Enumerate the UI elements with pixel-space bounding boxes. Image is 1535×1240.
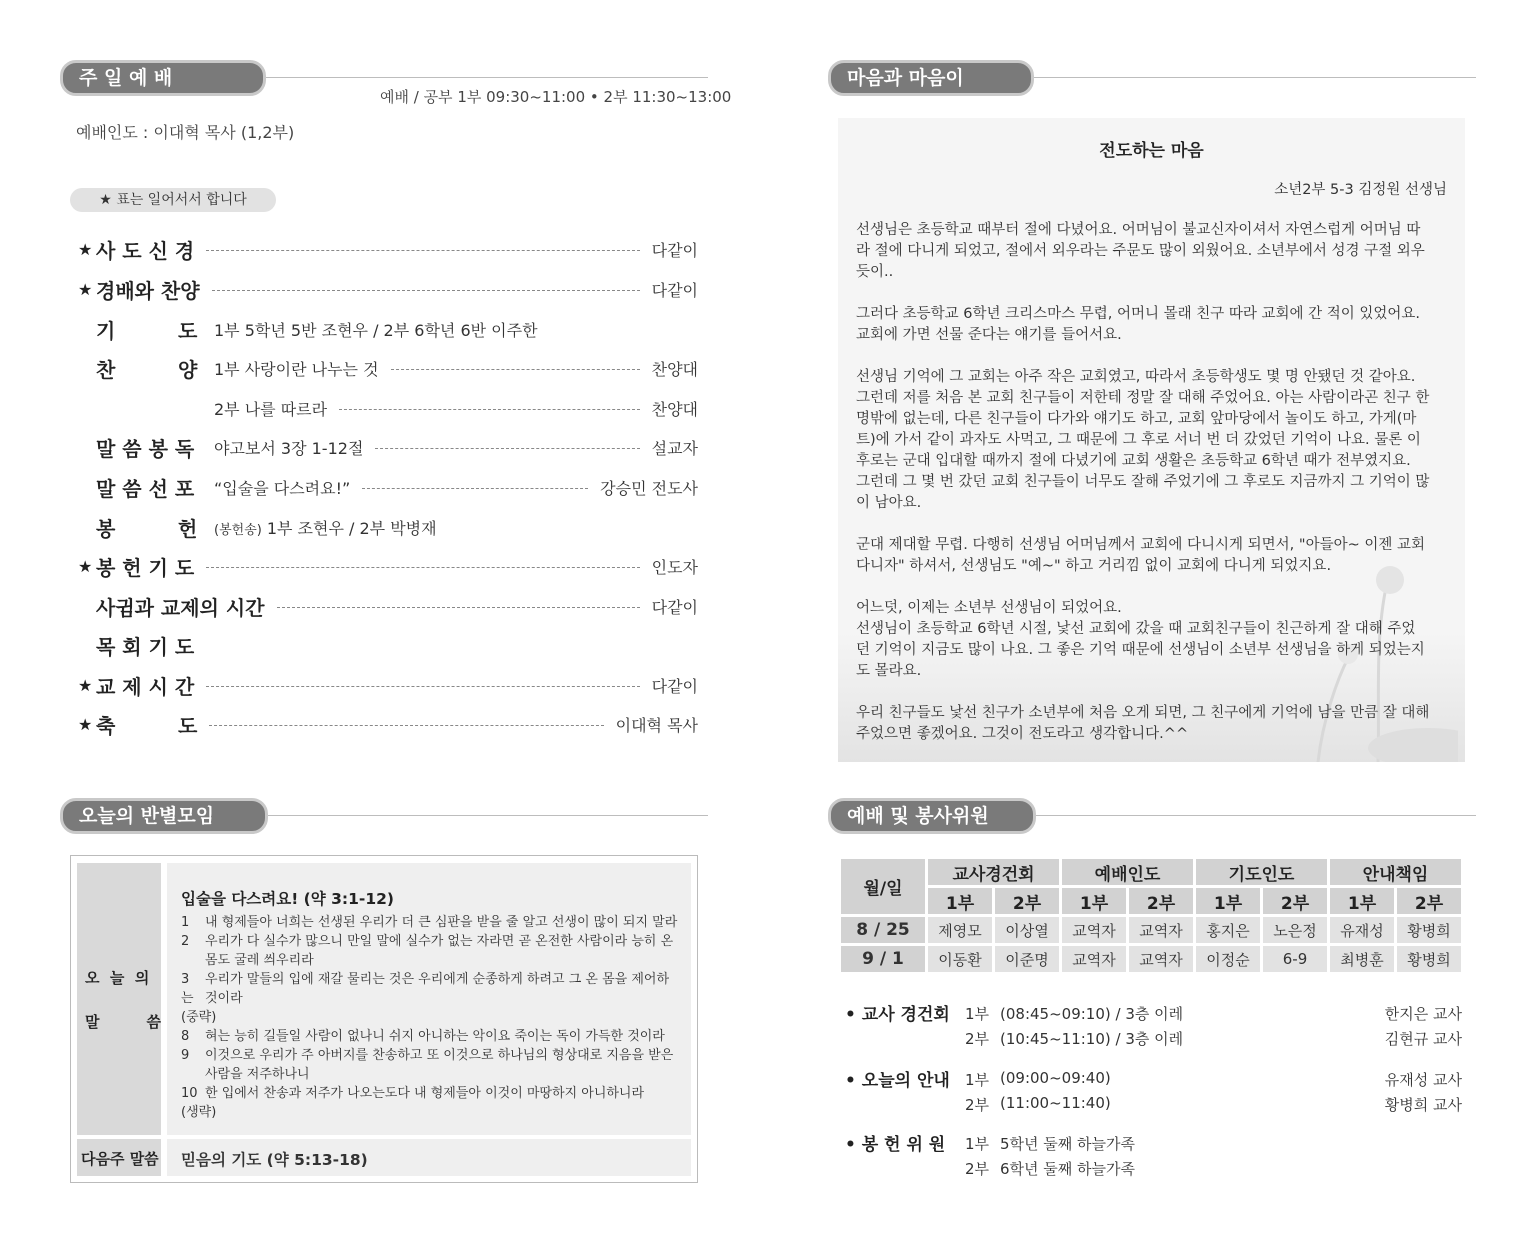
article-line: 선생님은 초등학교 때부터 절에 다녔어요. 어머님이 불교신자이셔서 자연스럽게 어머님 따: [856, 222, 1421, 238]
order-item-label: 사귐과 교제의 시간: [96, 595, 265, 620]
verse-line: [181, 913, 681, 932]
order-item-detail-text: 2부 나를 따르라: [214, 399, 328, 419]
group-header: 기도인도: [1196, 859, 1327, 885]
verse-line: [181, 1008, 681, 1027]
article-line: 주었으면 좋겠어요. 그것이 전도라고 생각합니다.^^: [856, 726, 1189, 742]
next-week-text: 믿음의 기도 (약 5:13-18): [181, 1151, 368, 1169]
order-item-label: 봉 헌: [96, 516, 198, 541]
verse-text: 것이라: [205, 991, 243, 1006]
order-item: [78, 314, 698, 344]
star-icon: ★: [78, 675, 93, 695]
info-text: 5학년 둘째 하늘가족: [1000, 1135, 1136, 1153]
leader-dots: [391, 369, 640, 370]
verse-text: 혀는 능히 길들일 사람이 없나니 쉬지 아니하는 악이요 죽이는 독이 가득한 것이라: [205, 1029, 665, 1044]
table-row: [841, 917, 1461, 943]
verse-text: 이것으로 우리가 주 아버지를 찬송하고 또 이것으로 하나님의 형상대로 지음을 받은: [205, 1048, 674, 1063]
worship-leader: 예배인도 : 이대혁 목사 (1,2부): [76, 123, 295, 142]
group-section-title: 오늘의 반별모임: [60, 798, 268, 834]
table-cell: 교역자: [1062, 917, 1126, 943]
order-item: [78, 512, 698, 542]
article-line: 그런데 저를 처음 본 교회 친구들이 저한테 정말 잘 대해 주었어요. 아는 사람이라곤 친구 한: [856, 390, 1430, 406]
verse-text: 우리가 다 실수가 많으니 만일 말에 실수가 없는 자라면 곧 온전한 사람이라 능히 온: [205, 934, 674, 949]
article-line: 선생님이 초등학교 6학년 시절, 낯선 교회에 갔을 때 교회친구들이 친근하게 잘 대해 주었: [856, 621, 1416, 637]
info-text: (11:00~11:40): [1000, 1094, 1111, 1112]
order-item: [78, 591, 698, 621]
table-cell: 제영모: [928, 917, 992, 943]
article-line: 우리 친구들도 낯선 친구가 소년부에 처음 오게 되면, 그 친구에게 기억에 남을 만큼 잘 대해: [856, 705, 1430, 721]
order-item-detail: [214, 357, 379, 380]
order-item: [78, 234, 698, 264]
info-part: 2부: [965, 1096, 990, 1114]
verse-number: 10: [181, 1086, 198, 1101]
row-date: 9 / 1: [841, 946, 925, 972]
verse-number: 1: [181, 915, 190, 930]
verse-text: 한 입에서 찬송과 저주가 나오는도다 내 형제들아 이것이 마땅하지 아니하니라: [205, 1086, 645, 1101]
part-header: 1부: [1330, 888, 1394, 914]
article-line: 그런데 그 몇 번 갔던 교회 친구들이 너무도 잘해 주었기에 그 후로도 지금까지 그 기억이 많: [856, 474, 1430, 490]
duty-section-title: 예배 및 봉사위원: [828, 798, 1036, 834]
verse-text: 내 형제들아 너희는 선생된 우리가 더 큰 심판을 받을 줄 알고 선생이 많이 되지 말라: [205, 915, 678, 930]
info-person: 유재성 교사: [1384, 1071, 1462, 1089]
order-item-label: 사 도 신 경: [96, 238, 195, 263]
part-header: 2부: [1129, 888, 1193, 914]
standing-note: ★ 표는 일어서서 합니다: [70, 188, 276, 212]
leader-dots: [212, 290, 640, 291]
leader-dots: [206, 250, 639, 251]
table-cell: 이준명: [995, 946, 1059, 972]
todays-word-box: [70, 855, 698, 1183]
verse-text: 우리가 말들의 입에 재갈 물리는 것은 우리에게 순종하게 하려고 그 온 몸을 제어하는: [181, 972, 670, 1006]
table-cell: 이동환: [928, 946, 992, 972]
order-item-detail-text: 1부 사랑이란 나누는 것: [214, 359, 379, 379]
info-person: 한지은 교사: [1384, 1005, 1462, 1023]
next-week-label-cell: [77, 1139, 161, 1176]
order-item-detail-text: 1부 5학년 5반 조현우 / 2부 6학년 6반 이주한: [214, 320, 538, 340]
table-cell: 황병희: [1397, 917, 1461, 943]
order-item: [78, 551, 698, 581]
next-week-label: 다음주 말씀: [81, 1150, 159, 1168]
order-item-performer: 인도자: [651, 557, 698, 577]
verse-line: [181, 1027, 681, 1046]
order-item: [78, 353, 698, 383]
article-line: 다니자" 하셔서, 선생님도 "예~" 하고 거리낌 없이 교회에 다니게 되었지요.: [856, 558, 1332, 574]
table-cell: 교역자: [1129, 917, 1193, 943]
table-cell: 노은정: [1263, 917, 1327, 943]
verse-number: 2: [181, 934, 190, 949]
order-item: [78, 274, 698, 304]
leader-dots: [209, 725, 603, 726]
worship-schedule: 예배 / 공부 1부 09:30~11:00 • 2부 11:30~13:00: [380, 88, 732, 106]
verse-line: [181, 989, 681, 1008]
leader-dots: [375, 448, 639, 449]
word-label-line2: 말 씀: [85, 1013, 161, 1031]
info-person: 황병희 교사: [1384, 1096, 1462, 1114]
order-item: [78, 630, 698, 660]
star-icon: ★: [78, 714, 93, 734]
table-cell: 이정순: [1196, 946, 1260, 972]
verse-number: 3: [181, 972, 190, 987]
article-line: 후로는 군대 입대할 때까지 절에 다녔기에 교회 생활은 초등학교 6학년 때가 전부였지요.: [856, 453, 1411, 469]
order-item-performer: 다같이: [651, 280, 698, 300]
verse-text: 몸도 굴레 씌우리라: [205, 953, 314, 968]
part-header: 1부: [1062, 888, 1126, 914]
duty-table: [838, 856, 1464, 975]
order-item-performer: 찬양대: [651, 359, 698, 379]
order-item-label: 말 씀 선 포: [96, 476, 195, 501]
star-icon: ★: [78, 279, 93, 299]
order-item-detail: [214, 476, 350, 499]
info-text: (10:45~11:10) / 3층 이레: [1000, 1030, 1184, 1048]
group-header: 교사경건회: [928, 859, 1059, 885]
article-line: 도 몰라요.: [856, 663, 922, 679]
order-item: [78, 432, 698, 462]
info-heading: • 오늘의 안내: [845, 1071, 950, 1091]
heart-section-title: 마음과 마음이: [828, 60, 1034, 96]
order-item-label: 교 제 시 간: [96, 674, 195, 699]
divider: [266, 77, 708, 78]
order-item-detail: [214, 318, 538, 341]
info-person: 김현규 교사: [1384, 1030, 1462, 1048]
order-item-detail-small: (봉헌송): [214, 522, 262, 538]
article-line: 군대 제대할 무렵. 다행히 선생님 어머님께서 교회에 다니시게 되면서, "아들아~ 이젠 교회: [856, 537, 1425, 553]
word-content-cell: [167, 863, 691, 1135]
info-part: 2부: [965, 1160, 990, 1178]
leader-dots: [206, 686, 639, 687]
article-line: 그러다 초등학교 6학년 크리스마스 무렵, 어머니 몰래 친구 따라 교회에 간 적이 있었어요.: [856, 306, 1420, 322]
leader-dots: [206, 567, 639, 568]
verse-line: [181, 1084, 681, 1103]
verse-line: [181, 932, 681, 951]
info-heading: • 봉 헌 위 원: [845, 1135, 946, 1155]
verse-text: (중략): [181, 1010, 217, 1025]
order-item: [78, 670, 698, 700]
article-line: 트)에 가서 같이 과자도 사먹고, 그 때문에 그 후로 서너 번 더 갔었던 기억이 나요. 물론 이: [856, 432, 1421, 448]
next-week-cell: [167, 1139, 691, 1176]
order-item-detail: [214, 397, 327, 420]
order-item-label: 축 도: [96, 713, 198, 738]
table-cell: 교역자: [1062, 946, 1126, 972]
article-line: 어느덧, 이제는 소년부 선생님이 되었어요.: [856, 600, 1122, 616]
verse-text: 사람을 저주하나니: [205, 1067, 310, 1082]
order-item: [78, 709, 698, 739]
info-part: 1부: [965, 1071, 990, 1089]
order-item: [78, 472, 698, 502]
order-item-detail-text: 1부 조현우 / 2부 박병재: [266, 518, 437, 538]
table-cell: 홍지은: [1196, 917, 1260, 943]
row-date: 8 / 25: [841, 917, 925, 943]
article-line: 듯이..: [856, 264, 894, 280]
part-header: 2부: [1263, 888, 1327, 914]
order-item-performer: 찬양대: [651, 399, 698, 419]
order-item-label: 경배와 찬양: [96, 278, 200, 303]
info-text: (08:45~09:10) / 3층 이레: [1000, 1005, 1184, 1023]
word-label-line1: 오 늘 의: [85, 969, 150, 987]
article-box: [838, 118, 1465, 762]
group-header: 예배인도: [1062, 859, 1193, 885]
order-item-detail: [214, 516, 437, 539]
order-item: [78, 393, 698, 423]
order-item-performer: 다같이: [651, 597, 698, 617]
order-item-performer: 다같이: [651, 676, 698, 696]
order-item-detail-text: 야고보서 3장 1-12절: [214, 438, 364, 458]
table-row: [841, 946, 1461, 972]
leader-dots: [339, 409, 640, 410]
leader-dots: [362, 488, 588, 489]
article-line: 명밖에 없는데, 다른 친구들이 다가와 얘기도 하고, 교회 앞마당에서 놀이도 하고, 가게(마: [856, 411, 1417, 427]
info-heading: • 교사 경건회: [845, 1005, 950, 1025]
verse-text: (생략): [181, 1105, 217, 1120]
order-item-detail-text: “입술을 다스려요!”: [214, 478, 351, 498]
parts-header-row: [841, 888, 1461, 914]
info-part: 2부: [965, 1030, 990, 1048]
date-header: 월/일: [841, 859, 925, 914]
order-item-detail: [214, 436, 363, 459]
star-icon: ★: [78, 556, 93, 576]
order-item-label: 목 회 기 도: [96, 634, 195, 659]
order-item-label: 말 씀 봉 독: [96, 436, 195, 461]
table-cell: 6-9: [1263, 946, 1327, 972]
star-icon: ★: [78, 239, 93, 259]
order-item-label: 봉 헌 기 도: [96, 555, 195, 580]
verse-line: [181, 951, 681, 970]
info-part: 1부: [965, 1135, 990, 1153]
part-header: 2부: [1397, 888, 1461, 914]
article-line: 교회에 가면 선물 준다는 얘기를 들어서요.: [856, 327, 1122, 343]
order-item-performer: 강승민 전도사: [600, 478, 698, 498]
verse-number: 8: [181, 1029, 190, 1044]
info-text: (09:00~09:40): [1000, 1069, 1111, 1087]
table-header-row: [841, 859, 1461, 885]
order-item-performer: 다같이: [651, 240, 698, 260]
verse-number: 9: [181, 1048, 190, 1063]
table-cell: 황병희: [1397, 946, 1461, 972]
article-line: 던 기억이 지금도 많이 나요. 그 좋은 기억 때문에 선생님이 소년부 선생님을 하게 되었는지: [856, 642, 1425, 658]
order-item-label: 찬 양: [96, 357, 198, 382]
word-title: 입술을 다스려요! (약 3:1-12): [181, 890, 394, 908]
article-line: 이 남아요.: [856, 495, 922, 511]
part-header: 1부: [1196, 888, 1260, 914]
info-part: 1부: [965, 1005, 990, 1023]
verse-line: [181, 1065, 681, 1084]
divider: [1034, 77, 1476, 78]
info-text: 6학년 둘째 하늘가족: [1000, 1160, 1136, 1178]
order-item-performer: 설교자: [651, 438, 698, 458]
divider: [268, 815, 708, 816]
part-header: 2부: [995, 888, 1059, 914]
table-cell: 최병훈: [1330, 946, 1394, 972]
verse-line: [181, 1103, 681, 1122]
leader-dots: [277, 607, 640, 608]
table-cell: 이상열: [995, 917, 1059, 943]
table-cell: 유재성: [1330, 917, 1394, 943]
part-header: 1부: [928, 888, 992, 914]
divider: [1036, 815, 1476, 816]
order-item-label: 기 도: [96, 318, 198, 343]
table-cell: 교역자: [1129, 946, 1193, 972]
group-header: 안내책임: [1330, 859, 1461, 885]
worship-section-title: 주 일 예 배: [60, 60, 266, 96]
article-author: 소년2부 5-3 김정원 선생님: [1274, 182, 1447, 198]
order-item-performer: 이대혁 목사: [615, 715, 698, 735]
word-label-cell: [77, 863, 161, 1135]
article-title: 전도하는 마음: [1099, 141, 1204, 161]
article-line: 라 절에 다니게 되었고, 절에서 외우라는 주문도 많이 외웠어요. 소년부에서 성경 구절 외우: [856, 243, 1425, 259]
verse-line: [181, 1046, 681, 1065]
article-line: 선생님 기억에 그 교회는 아주 작은 교회였고, 따라서 초등학생도 몇 명 안됐던 것 같아요.: [856, 369, 1416, 385]
